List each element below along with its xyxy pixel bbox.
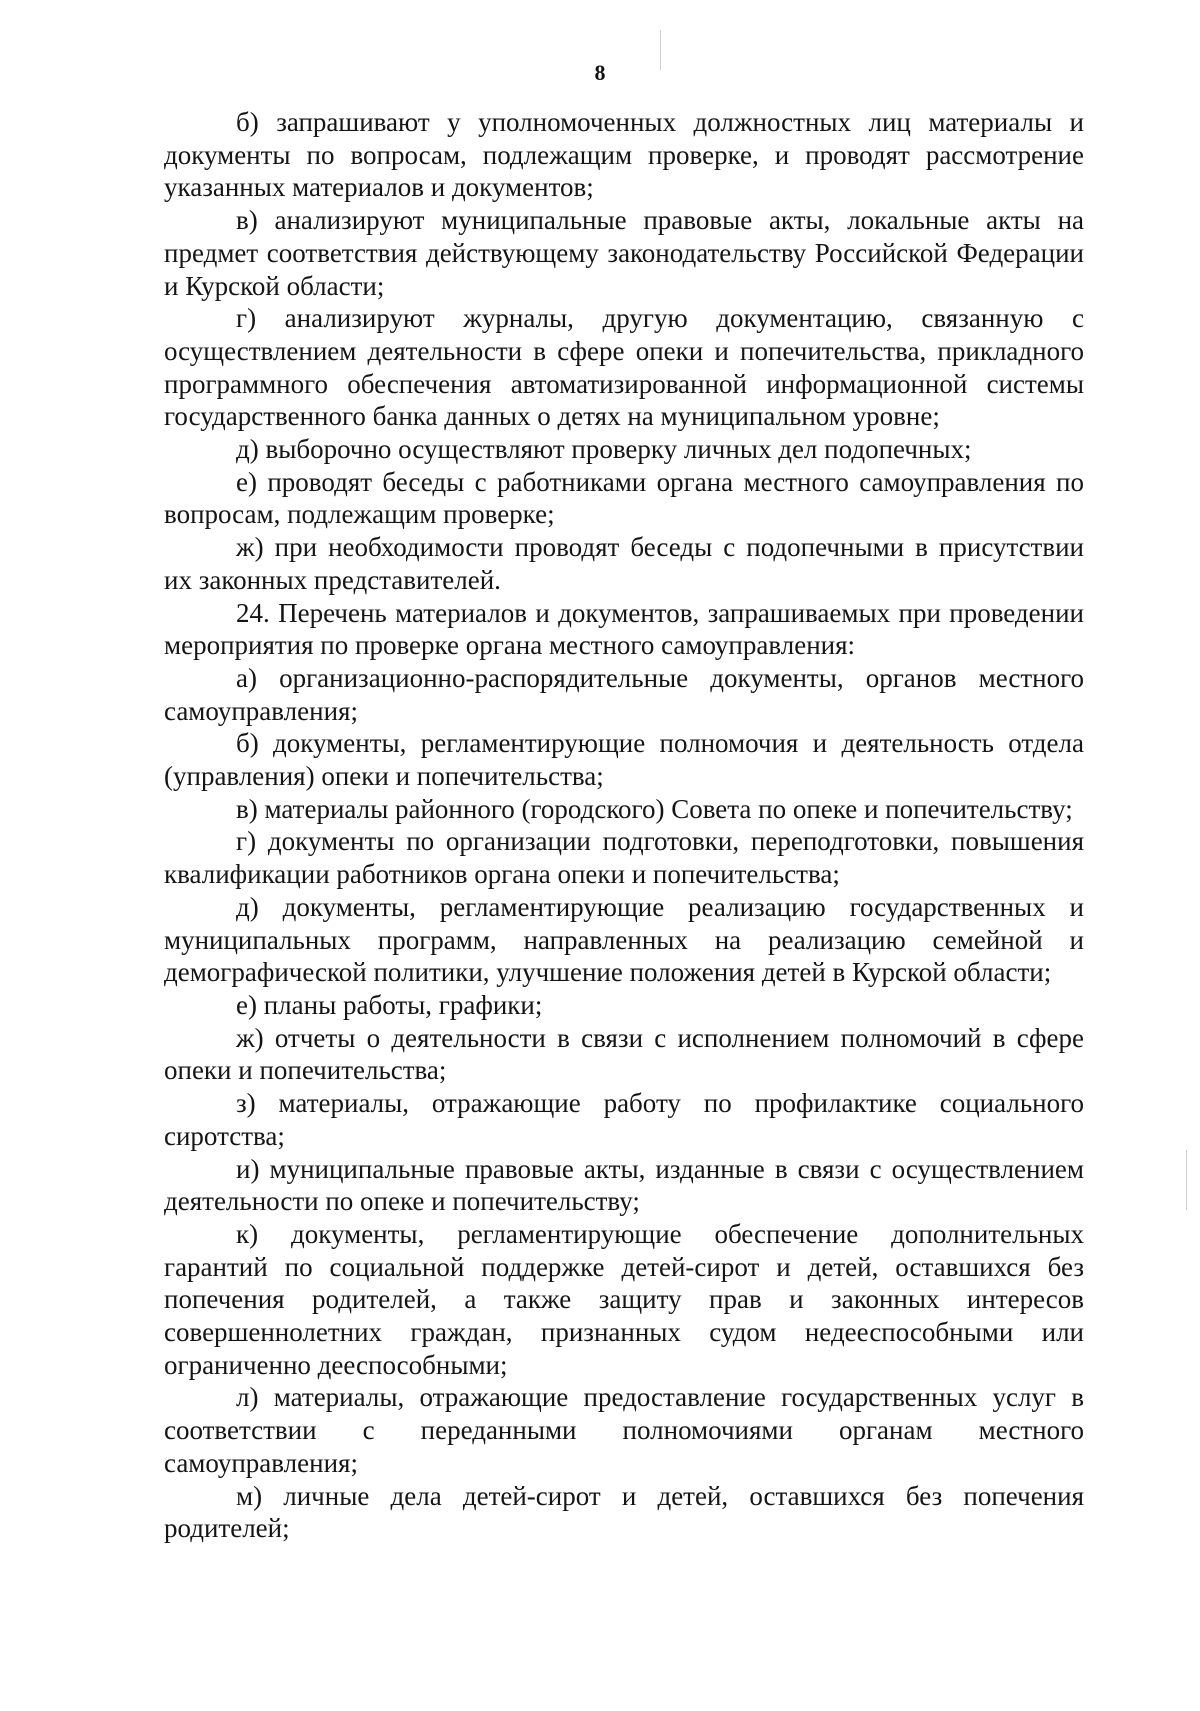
scan-artifact-line: [1186, 1150, 1187, 1210]
list-item-b: б) документы, регламентирующие полномочия и деятельность отдела (управления) опеки и попечительства;: [164, 728, 1084, 792]
list-item-g: г) документы по организации подготовки, переподготовки, повышения квалификации работников органа опеки и попечительства;: [164, 826, 1084, 890]
paragraph-e-conversations-staff: е) проводят беседы с работниками органа местного самоуправления по вопросам, подлежащим проверке;: [164, 466, 1084, 530]
list-item-l: л) материалы, отражающие предоставление государственных услуг в соответствии с переданными полномочиями органам местного самоуправления;: [164, 1382, 1084, 1478]
list-item-e: е) планы работы, графики;: [236, 989, 543, 1020]
list-item-z: з) материалы, отражающие работу по профилактике социального сиротства;: [164, 1088, 1084, 1151]
paragraph-g-analyze-journals: г) анализируют журналы, другую документацию, связанную с осуществлением деятельности в сфере опеки и попечительства, прикладного программного обеспечения автоматизированной информационной системы государственного банка данных о детях на муниципальном уровне;: [164, 303, 1084, 432]
paragraph-24-list-heading: 24. Перечень материалов и документов, запрашиваемых при проведении мероприятия по проверке органа местного самоуправления:: [164, 597, 1084, 661]
paragraph-b-request-materials: б) запрашивают у уполномоченных должностных лиц материалы и документы по вопросам, подлежащим проверке, и проводят рассмотрение указанных материалов и документов;: [164, 107, 1084, 203]
list-item-i: и) муниципальные правовые акты, изданные в связи с осуществлением деятельности по опеке и попечительству;: [164, 1153, 1084, 1217]
list-item-m: м) личные дела детей-сирот и детей, оставшихся без попечения родителей;: [164, 1480, 1084, 1544]
paragraph-zh-conversations-wards: ж) при необходимости проводят беседы с подопечными в присутствии их законных представителей.: [164, 532, 1084, 595]
list-item-v: в) материалы районного (городского) Совета по опеке и попечительству;: [236, 793, 1073, 824]
list-item-k: к) документы, регламентирующие обеспечение дополнительных гарантий по социальной поддержке детей-сирот и детей, оставшихся без попечения родителей, а также защиту прав и законных интересов совершеннолетних граждан, признанных судом недееспособными или ограниченно дееспособными;: [164, 1218, 1084, 1380]
list-item-d: д) документы, регламентирующие реализацию государственных и муниципальных программ, направленных на реализацию семейной и демографической политики, улучшение положения детей в Курской области;: [164, 891, 1084, 988]
list-item-zh: ж) отчеты о деятельности в связи с исполнением полномочий в сфере опеки и попечительства;: [164, 1022, 1084, 1086]
paragraph-v-analyze-acts: в) анализируют муниципальные правовые акты, локальные акты на предмет соответствия действующему законодательству Российской Федерации и Курской области;: [164, 205, 1084, 301]
paragraph-d-check-files: д) выборочно осуществляют проверку личных дел подопечных;: [236, 434, 972, 465]
page-number: 8: [594, 60, 606, 85]
document-body: [164, 106, 1084, 1545]
list-item-a: а) организационно-распорядительные документы, органов местного самоуправления;: [164, 662, 1084, 726]
